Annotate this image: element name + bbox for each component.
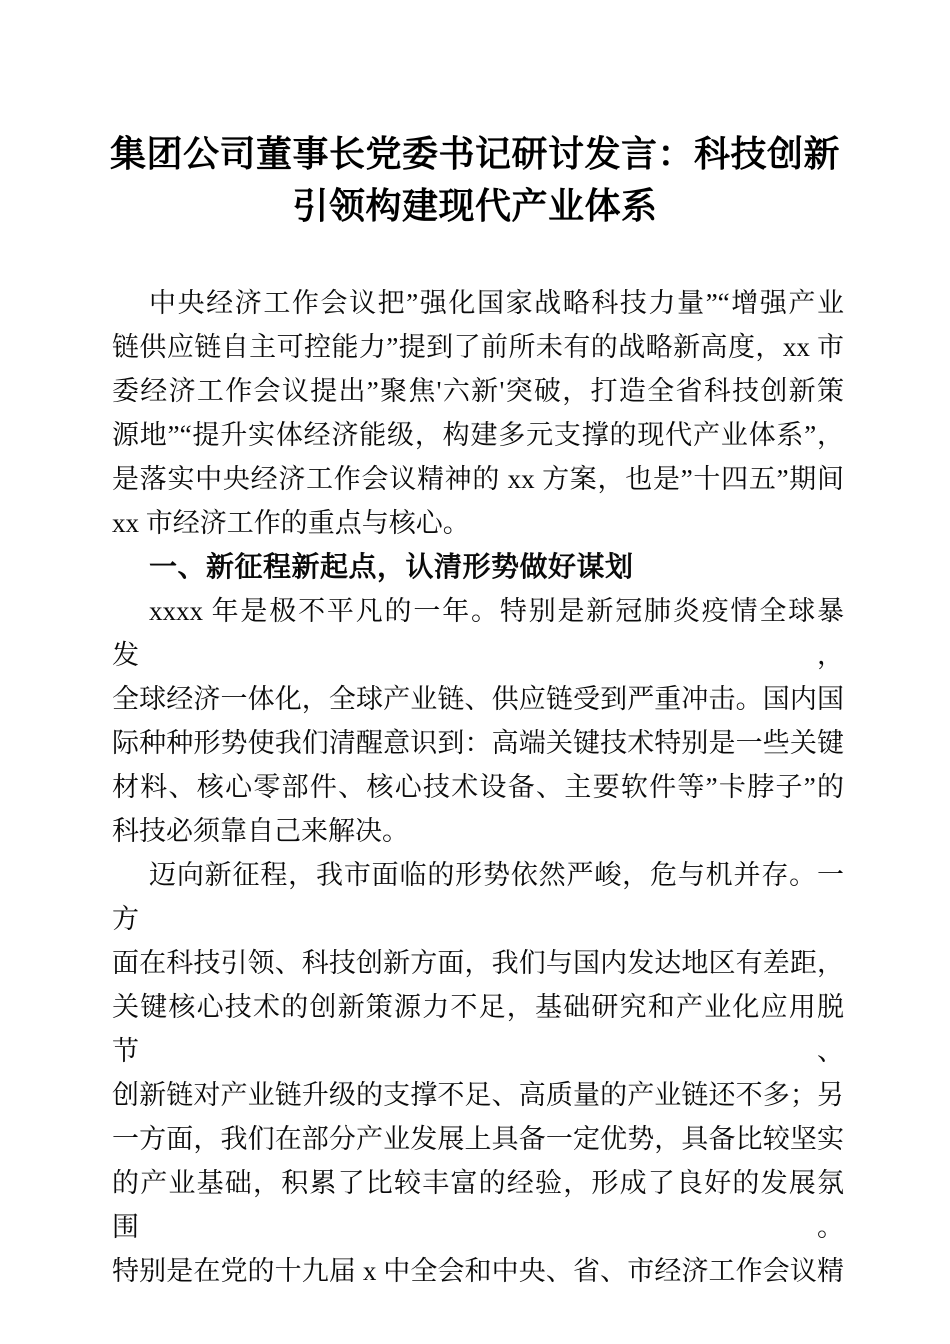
- title-line-2: 引领构建现代产业体系: [292, 186, 658, 226]
- paragraph-3-line-4: 创新链对产业链升级的支撑不足、高质量的产业链还不多；另: [112, 1080, 844, 1110]
- paragraph-3-line-7: 特别是在党的十九届 x 中全会和中央、省、市经济工作会议精: [112, 1256, 844, 1286]
- paragraph-2-line-5: 科技必须靠自己来解决。: [112, 816, 409, 846]
- paragraph-1-line-1: 中央经济工作会议把”强化国家战略科技力量”“增强产业: [149, 288, 844, 318]
- title-line-1: 集团公司董事长党委书记研讨发言：科技创新: [110, 134, 841, 174]
- paragraph-1-line-5: 是落实中央经济工作会议精神的 xx 方案，也是”十四五”期间: [112, 464, 844, 494]
- paragraph-1-line-3: 委经济工作会议提出”聚焦'六新'突破，打造全省科技创新策: [112, 376, 844, 406]
- section-heading-1: 一、新征程新起点，认清形势做好谋划: [149, 551, 634, 582]
- paragraph-3-line-5: 一方面，我们在部分产业发展上具备一定优势，具备比较坚实: [112, 1124, 844, 1154]
- paragraph-2-line-4: 材料、核心零部件、核心技术设备、主要软件等”卡脖子”的: [112, 772, 844, 802]
- paragraph-3-line-3: 关键核心技术的创新策源力不足，基础研究和产业化应用脱节、: [112, 992, 844, 1066]
- paragraph-1-line-6: xx 市经济工作的重点与核心。: [112, 508, 470, 538]
- paragraph-3-line-1: 迈向新征程，我市面临的形势依然严峻，危与机并存。一方: [112, 860, 844, 934]
- paragraph-2-line-2: 全球经济一体化，全球产业链、供应链受到严重冲击。国内国: [112, 684, 844, 714]
- paragraph-1-line-2: 链供应链自主可控能力”提到了前所未有的战略新高度，xx 市: [112, 332, 844, 362]
- document-body: [112, 281, 844, 1293]
- paragraph-2-line-3: 际种种形势使我们清醒意识到：高端关键技术特别是一些关键: [112, 728, 844, 758]
- paragraph-1-line-4: 源地”“提升实体经济能级，构建多元支撑的现代产业体系”，: [112, 420, 844, 450]
- document-title: [110, 128, 840, 232]
- paragraph-3-line-6: 的产业基础，积累了比较丰富的经验，形成了良好的发展氛围。: [112, 1168, 844, 1242]
- paragraph-3-line-2: 面在科技引领、科技创新方面，我们与国内发达地区有差距，: [112, 948, 844, 978]
- paragraph-2-line-1: xxxx 年是极不平凡的一年。特别是新冠肺炎疫情全球暴发，: [112, 596, 844, 670]
